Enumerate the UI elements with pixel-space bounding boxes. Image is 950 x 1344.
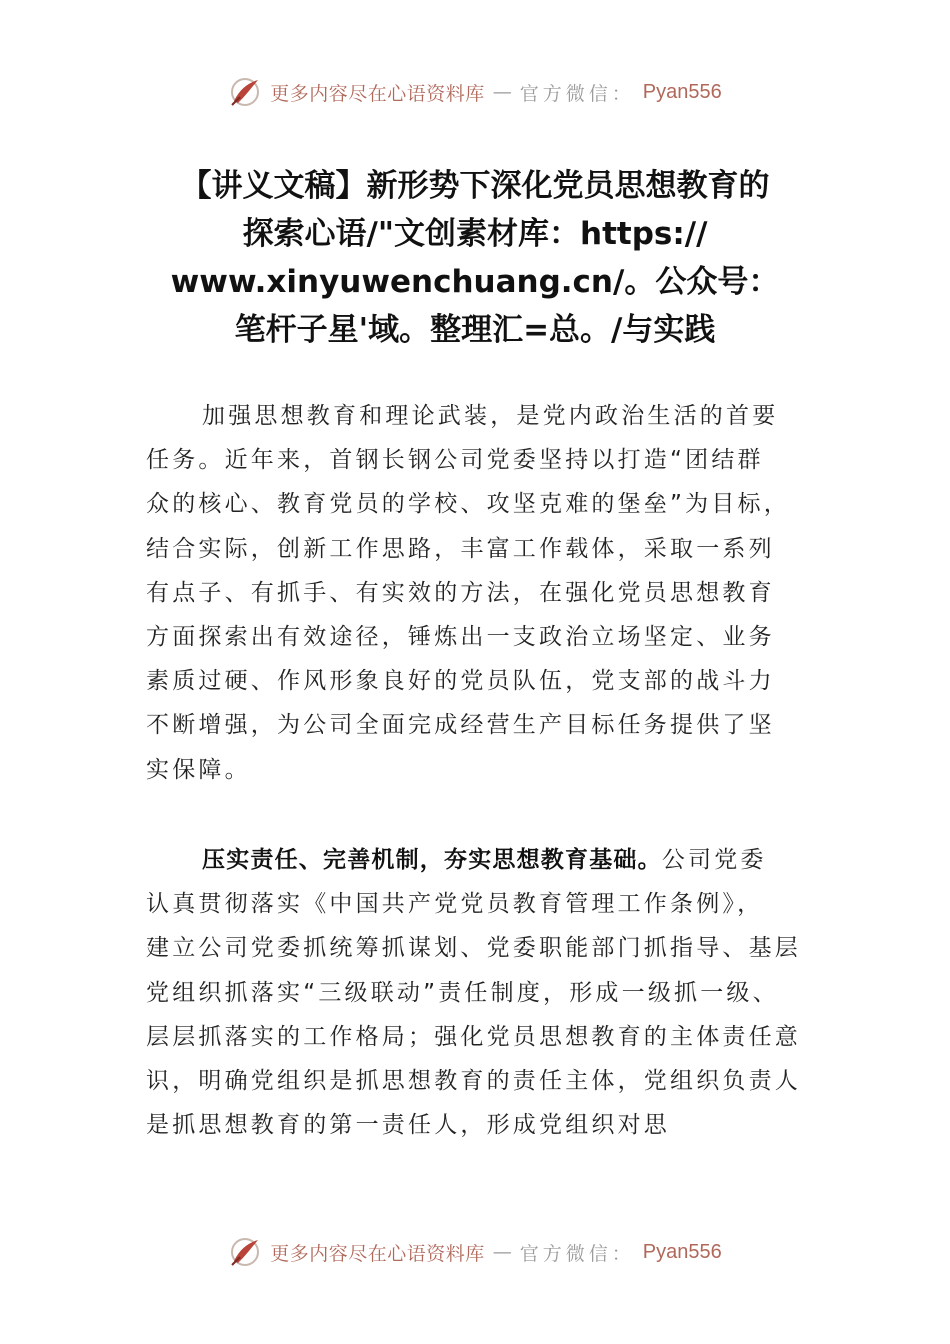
- paragraph-line: 结合实际，创新工作思路，丰富工作载体，采取一系列: [146, 535, 775, 562]
- paragraph-line: 众的核心、教育党员的学校、攻坚克难的堡垒”为目标，: [146, 491, 790, 518]
- banner-wechat-label: 官方微信：: [519, 1242, 635, 1265]
- paragraph-first-line: [146, 838, 826, 882]
- body-paragraph-1: [146, 394, 826, 792]
- brush-leaf-logo-icon: [228, 1235, 262, 1269]
- header-banner: [0, 72, 950, 112]
- paragraph-line: 认真贯彻落实《中国共产党党员教育管理工作条例》，: [146, 891, 764, 918]
- body-paragraph-2: [146, 838, 826, 1147]
- banner-wechat-id: Pyan556: [642, 1240, 722, 1263]
- paragraph-line: 任务。近年来，首钢长钢公司党委坚持以打造“团结群: [146, 447, 764, 474]
- title-line: 【讲义文稿】新形势下深化党员思想教育的: [180, 168, 770, 204]
- paragraph-lead-heading: 压实责任、完善机制，夯实思想教育基础。: [202, 847, 662, 873]
- paragraph-line: 党组织抓落实“三级联动”责任制度，形成一级抓一级、: [146, 979, 779, 1006]
- paragraph-line: 实保障。: [146, 756, 251, 783]
- title-line: 笔杆子星'域。整理汇=总。/与实践: [234, 312, 716, 348]
- paragraph-line: 不断增强，为公司全面完成经营生产目标任务提供了坚: [146, 712, 775, 739]
- banner-wechat-id: Pyan556: [642, 80, 722, 103]
- paragraph-line: 素质过硬、作风形象良好的党员队伍，党支部的战斗力: [146, 668, 775, 695]
- brush-leaf-logo-icon: [228, 75, 262, 109]
- paragraph-line: 识，明确党组织是抓思想教育的责任主体，党组织负责人: [146, 1068, 801, 1095]
- paragraph-line: 方面探索出有效途径，锤炼出一支政治立场坚定、业务: [146, 624, 775, 651]
- paragraph-line: 加强思想教育和理论武装，是党内政治生活的首要: [202, 403, 779, 429]
- banner-library-text: 更多内容尽在心语资料库: [270, 82, 485, 105]
- paragraph-lead-rest: 公司党委: [661, 847, 767, 873]
- paragraph-line: 是抓思想教育的第一责任人，形成党组织对思: [146, 1112, 670, 1139]
- banner-separator: —: [492, 1241, 512, 1263]
- title-line: 探索心语/"文创素材库：https://: [242, 216, 708, 252]
- paragraph-line: 建立公司党委抓统筹抓谋划、党委职能部门抓指导、基层: [146, 935, 801, 962]
- footer-banner: [0, 1232, 950, 1272]
- banner-separator: —: [492, 81, 512, 103]
- title-line: www.xinyuwenchuang.cn/。公众号：: [170, 264, 780, 300]
- banner-wechat-label: 官方微信：: [519, 82, 635, 105]
- paragraph-line: 有点子、有抓手、有实效的方法，在强化党员思想教育: [146, 579, 775, 606]
- paragraph-line: 层层抓落实的工作格局；强化党员思想教育的主体责任意: [146, 1023, 801, 1050]
- document-title: [100, 162, 850, 354]
- banner-library-text: 更多内容尽在心语资料库: [270, 1242, 485, 1265]
